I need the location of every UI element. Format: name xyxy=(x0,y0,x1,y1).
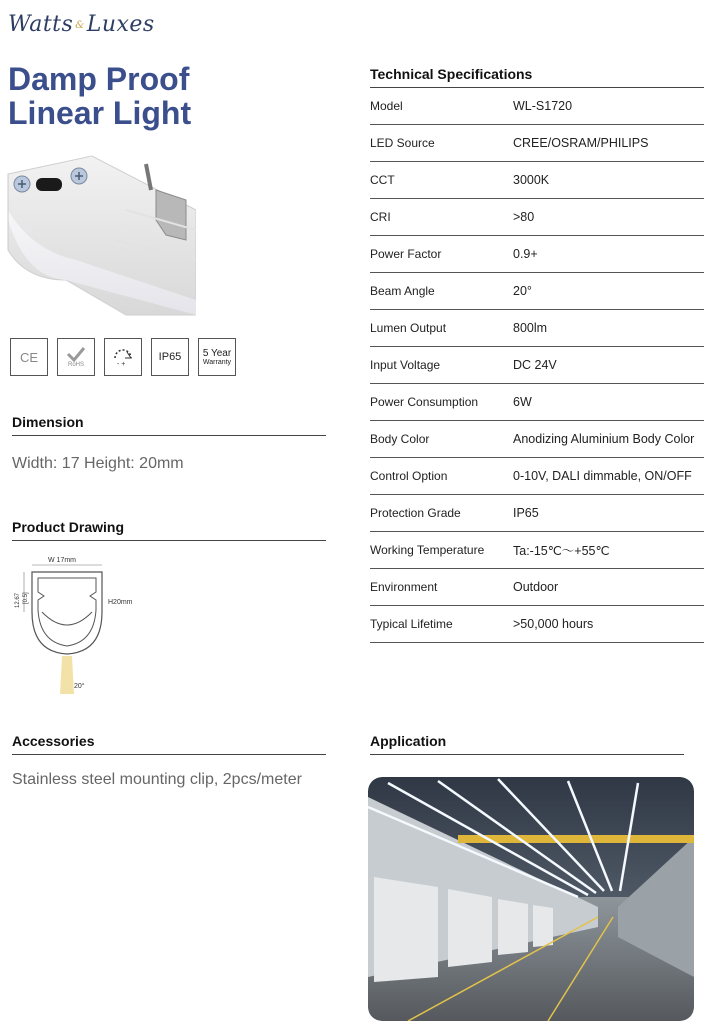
brand-logo xyxy=(8,12,155,37)
spec-row: Control Option 0-10V, DALI dimmable, ON/OFF xyxy=(370,458,704,495)
spec-row: CCT 3000K xyxy=(370,162,704,199)
spec-row: Protection Grade IP65 xyxy=(370,495,704,532)
spec-row: Power Consumption 6W xyxy=(370,384,704,421)
specs-table xyxy=(370,88,704,643)
rohs-icon: RoHS xyxy=(57,338,95,376)
spec-row: Working Temperature Ta:-15℃～+55℃ xyxy=(370,532,704,569)
drawing-angle-label: 20° xyxy=(74,683,85,690)
product-drawing xyxy=(10,552,140,697)
dimension-heading: Dimension xyxy=(12,414,326,436)
spec-row: Model WL-S1720 xyxy=(370,88,704,125)
spec-row: Input Voltage DC 24V xyxy=(370,347,704,384)
drawing-side-label-2: [0.5] xyxy=(23,592,29,604)
ce-mark-icon: CE xyxy=(10,338,48,376)
spec-row: CRI >80 xyxy=(370,199,704,236)
logo-amp: & xyxy=(75,19,85,31)
title-line-2: Linear Light xyxy=(8,95,192,131)
svg-text:- +: - + xyxy=(117,361,126,368)
dimmable-icon xyxy=(104,338,142,376)
application-heading: Application xyxy=(370,733,684,755)
spec-row: LED Source CREE/OSRAM/PHILIPS xyxy=(370,125,704,162)
spec-row: Power Factor 0.9+ xyxy=(370,236,704,273)
spec-row: Lumen Output 800lm xyxy=(370,310,704,347)
dimension-text: Width: 17 Height: 20mm xyxy=(12,455,184,472)
product-title xyxy=(8,62,191,130)
spec-row: Beam Angle 20° xyxy=(370,273,704,310)
specs-heading: Technical Specifications xyxy=(370,66,704,88)
drawing-side-label-1: 12.67 xyxy=(15,592,21,608)
spec-row: Typical Lifetime >50,000 hours xyxy=(370,606,704,643)
title-line-1: Damp Proof xyxy=(8,61,190,97)
drawing-height-label: H20mm xyxy=(108,599,133,606)
drawing-heading: Product Drawing xyxy=(12,519,326,541)
accessories-heading: Accessories xyxy=(12,733,326,755)
drawing-width-label: W 17mm xyxy=(48,557,76,564)
warranty-icon: 5 Year Warranty xyxy=(198,338,236,376)
logo-left-text: Watts xyxy=(8,12,74,37)
application-photo xyxy=(368,777,694,1021)
ip-rating-icon: IP65 xyxy=(151,338,189,376)
certification-row xyxy=(10,338,236,376)
spec-row: Environment Outdoor xyxy=(370,569,704,606)
product-photo xyxy=(6,150,196,318)
spec-row: Body Color Anodizing Aluminium Body Color xyxy=(370,421,704,458)
logo-right-text: Luxes xyxy=(86,12,155,37)
accessories-text: Stainless steel mounting clip, 2pcs/meter xyxy=(12,771,302,788)
